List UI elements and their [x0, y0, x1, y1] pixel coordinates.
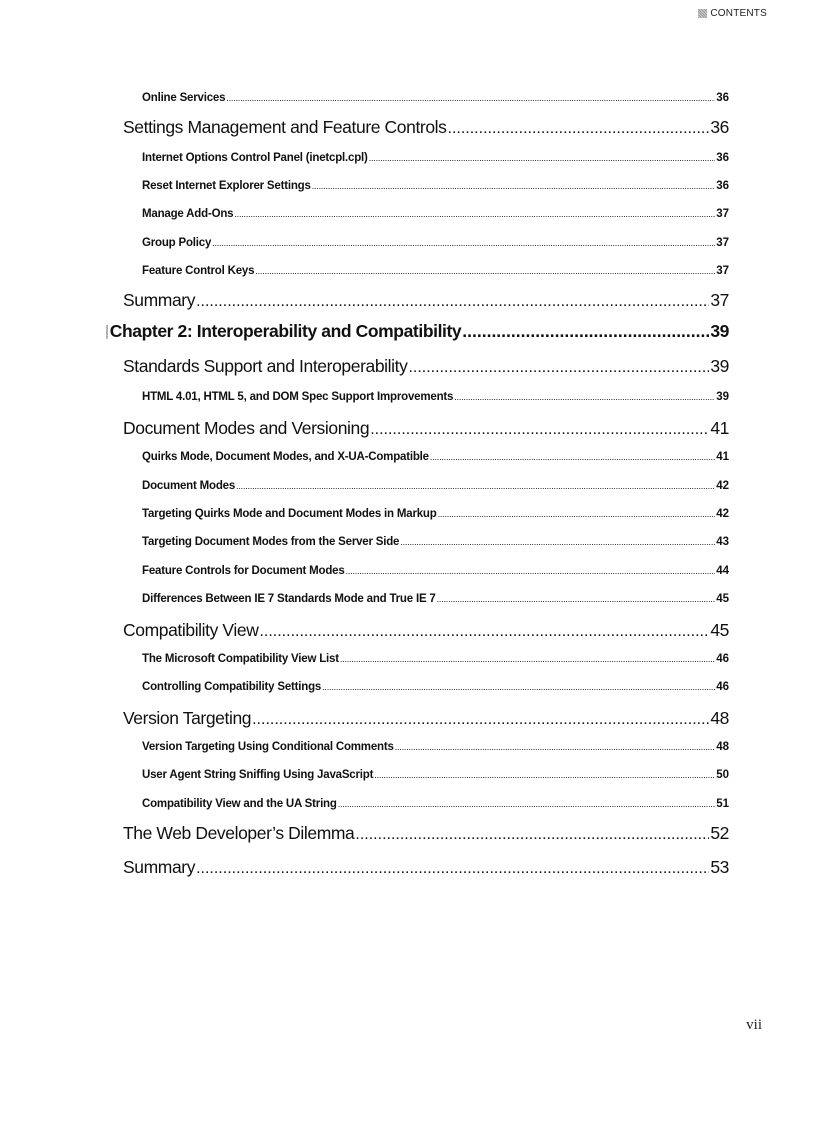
toc-entry-page: 37: [710, 290, 729, 310]
toc-entry[interactable]: [142, 593, 729, 605]
toc-entry[interactable]: [142, 741, 729, 753]
toc-entry-title: The Web Developer’s Dilemma: [123, 823, 355, 843]
dot-leader: [430, 452, 715, 462]
toc-entry-title: Online Services: [142, 92, 226, 104]
toc-entry[interactable]: [142, 92, 729, 104]
toc-entry-title: Settings Management and Feature Controls: [123, 117, 447, 137]
shaded-square-icon: [106, 325, 108, 339]
toc-entry-page: 43: [716, 536, 729, 548]
toc-entry-title: Reset Internet Explorer Settings: [142, 180, 311, 192]
dot-leader: [408, 359, 709, 377]
dot-leader: [196, 293, 709, 311]
toc-entry-page: 36: [716, 92, 729, 104]
toc-entry-page: 42: [716, 480, 729, 492]
toc-entry-page: 36: [710, 117, 729, 137]
toc-entry-page: 53: [710, 857, 729, 877]
toc-entry[interactable]: [142, 536, 729, 548]
dot-leader: [236, 481, 715, 491]
toc-entry-page: 45: [716, 593, 729, 605]
shaded-square-icon: [698, 9, 707, 18]
toc-entry[interactable]: [142, 391, 729, 403]
dot-leader: [438, 509, 716, 519]
toc-entry[interactable]: [123, 620, 729, 641]
toc-entry-title: Feature Controls for Document Modes: [142, 565, 345, 577]
toc-entry-page: 46: [716, 653, 729, 665]
dot-leader: [369, 153, 716, 163]
toc-entry-page: 41: [716, 451, 729, 463]
toc-entry[interactable]: [123, 117, 729, 138]
toc-entry-page: 39: [710, 356, 729, 376]
toc-entry-page: 36: [716, 180, 729, 192]
toc-entry-title: Targeting Quirks Mode and Document Modes in Markup: [142, 508, 437, 520]
toc-entry[interactable]: [142, 265, 729, 277]
dot-leader: [196, 860, 709, 878]
toc-entry-title: The Microsoft Compatibility View List: [142, 653, 339, 665]
toc-entry-title: Document Modes: [142, 480, 236, 492]
toc-entry-page: 45: [710, 620, 729, 640]
toc-entry-page: 37: [716, 265, 729, 277]
toc-entry[interactable]: [123, 857, 729, 878]
toc-entry[interactable]: [142, 508, 729, 520]
dot-leader: [346, 566, 716, 576]
dot-leader: [226, 93, 715, 103]
dot-leader: [338, 799, 715, 809]
toc-entry-page: 52: [710, 823, 729, 843]
toc-entry-title: Feature Control Keys: [142, 265, 255, 277]
toc-entry[interactable]: [123, 356, 729, 377]
dot-leader: [340, 654, 715, 664]
toc-entry-page: 37: [716, 237, 729, 249]
dot-leader: [448, 120, 710, 138]
toc-entry-page: 42: [716, 508, 729, 520]
page-number: vii: [746, 1017, 762, 1033]
toc-entry-title: Version Targeting Using Conditional Comments: [142, 741, 394, 753]
toc-entry[interactable]: [142, 798, 729, 810]
toc-entry-title: HTML 4.01, HTML 5, and DOM Spec Support Improvements: [142, 391, 454, 403]
toc-entry[interactable]: [142, 152, 729, 164]
toc-entry[interactable]: [142, 565, 729, 577]
dot-leader: [437, 594, 716, 604]
dot-leader: [462, 321, 709, 342]
toc-entry-page: 39: [716, 391, 729, 403]
toc-entry-page: 48: [716, 741, 729, 753]
toc-entry-page: 48: [710, 708, 729, 728]
toc-entry[interactable]: [142, 480, 729, 492]
toc-chapter-entry[interactable]: [106, 321, 729, 342]
toc-entry[interactable]: [123, 823, 729, 844]
dot-leader: [322, 682, 715, 692]
toc-entry-title: Group Policy: [142, 237, 212, 249]
toc-entry-page: 37: [716, 208, 729, 220]
toc-entry-title: User Agent String Sniffing Using JavaScript: [142, 769, 374, 781]
toc-entry-title: Compatibility View and the UA String: [142, 798, 337, 810]
toc-entry-title: Targeting Document Modes from the Server Side: [142, 536, 400, 548]
toc-entry[interactable]: [123, 290, 729, 311]
running-header: [698, 8, 767, 19]
toc-entry-title: Compatibility View: [123, 620, 259, 640]
dot-leader: [374, 770, 715, 780]
toc-entry[interactable]: [142, 208, 729, 220]
toc-entry-page: 36: [716, 152, 729, 164]
dot-leader: [252, 711, 709, 729]
dot-leader: [355, 826, 709, 844]
toc-entry-page: 51: [716, 798, 729, 810]
toc-entry-title: Standards Support and Interoperability: [123, 356, 408, 376]
toc-entry[interactable]: [142, 451, 729, 463]
toc-entry-page: 50: [716, 769, 729, 781]
toc-entry-title: Differences Between IE 7 Standards Mode and True IE 7: [142, 593, 436, 605]
dot-leader: [454, 392, 715, 402]
toc-entry[interactable]: [142, 681, 729, 693]
toc-entry-page: 44: [716, 565, 729, 577]
toc-entry-page: 41: [710, 418, 729, 438]
toc-entry[interactable]: [142, 237, 729, 249]
toc-entry-title: Document Modes and Versioning: [123, 418, 370, 438]
toc-entry[interactable]: [142, 769, 729, 781]
toc-entry[interactable]: [123, 418, 729, 439]
dot-leader: [312, 181, 716, 191]
toc-entry-title: Quirks Mode, Document Modes, and X-UA-Compatible: [142, 451, 429, 463]
toc-entry-page: 39: [710, 321, 729, 341]
toc-entry-title: Summary: [123, 857, 196, 877]
toc-entry[interactable]: [123, 708, 729, 729]
toc-entry[interactable]: [142, 180, 729, 192]
toc-entry-title: Manage Add-Ons: [142, 208, 234, 220]
toc-entry-title: Chapter 2: Interoperability and Compatibility: [109, 321, 462, 341]
toc-entry-title: Version Targeting: [123, 708, 252, 728]
dot-leader: [370, 421, 709, 439]
toc-entry[interactable]: [142, 653, 729, 665]
toc-entry-title: Summary: [123, 290, 196, 310]
dot-leader: [234, 209, 715, 219]
running-header-label: CONTENTS: [710, 8, 767, 19]
toc-entry-page: 46: [716, 681, 729, 693]
dot-leader: [259, 623, 709, 641]
toc-entry-title: Internet Options Control Panel (inetcpl.cpl): [142, 152, 368, 164]
dot-leader: [395, 742, 716, 752]
dot-leader: [400, 537, 715, 547]
dot-leader: [212, 238, 715, 248]
dot-leader: [255, 266, 715, 276]
toc-entry-title: Controlling Compatibility Settings: [142, 681, 322, 693]
